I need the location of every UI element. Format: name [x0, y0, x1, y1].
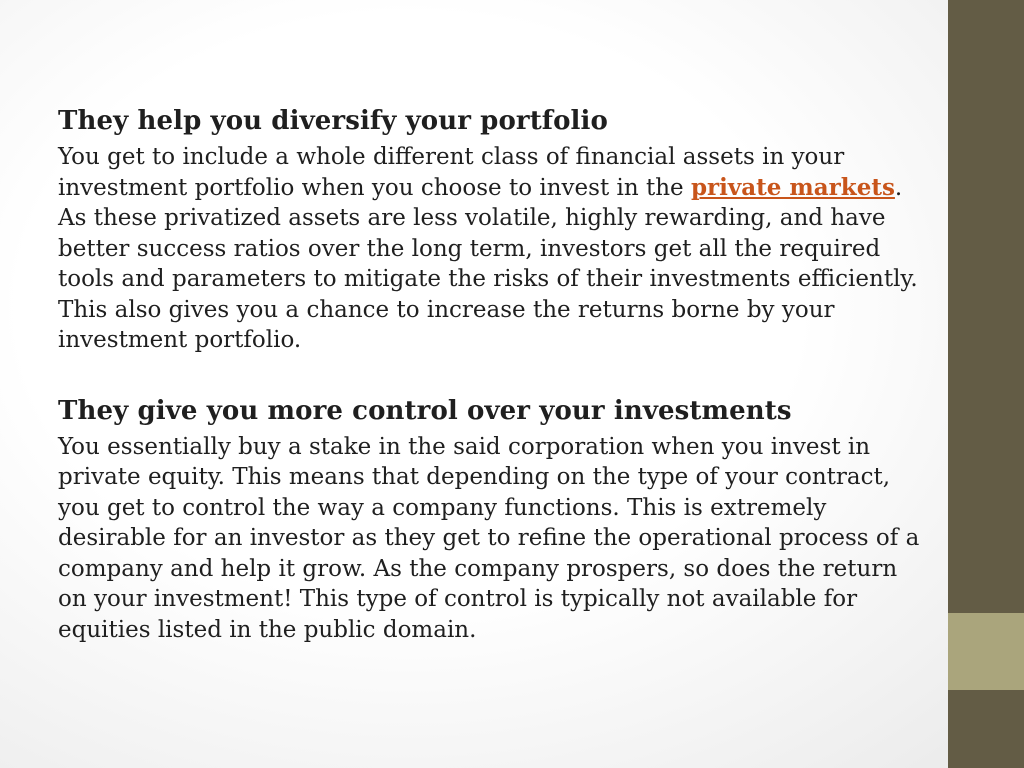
section-body-control: You essentially buy a stake in the said corporation when you invest in private equity. This means that depending on the type of your contract, you get to control the way a company functions. This is extremely desirable for an investor as they get to refine the operational process of a company and help it grow. As the company prospers, so does the return on your investment! This type of control is typically not available for equities listed in the public domain. [58, 433, 920, 643]
section-control [58, 394, 928, 646]
section-diversify [58, 104, 928, 356]
section-title-diversify: They help you diversify your portfolio [58, 106, 608, 136]
decorative-sidebar-accent [948, 613, 1024, 690]
body-text-after-link: . As these privatized assets are less volatile, highly rewarding, and have better success ratios over the long term, investors get all the required tools and parameters to mitigate the risks of their investments efficiently. This also gives you a chance to increase the returns borne by your investment portfolio. [58, 174, 918, 353]
section-title-control: They give you more control over your investments [58, 395, 792, 426]
body-text-before-link: You get to include a whole different class of financial assets in your investment portfolio when you choose to invest in the [58, 144, 845, 201]
slide-content [58, 104, 928, 645]
private-markets-link[interactable]: private markets [690, 173, 895, 201]
section-body-diversify [58, 142, 928, 356]
